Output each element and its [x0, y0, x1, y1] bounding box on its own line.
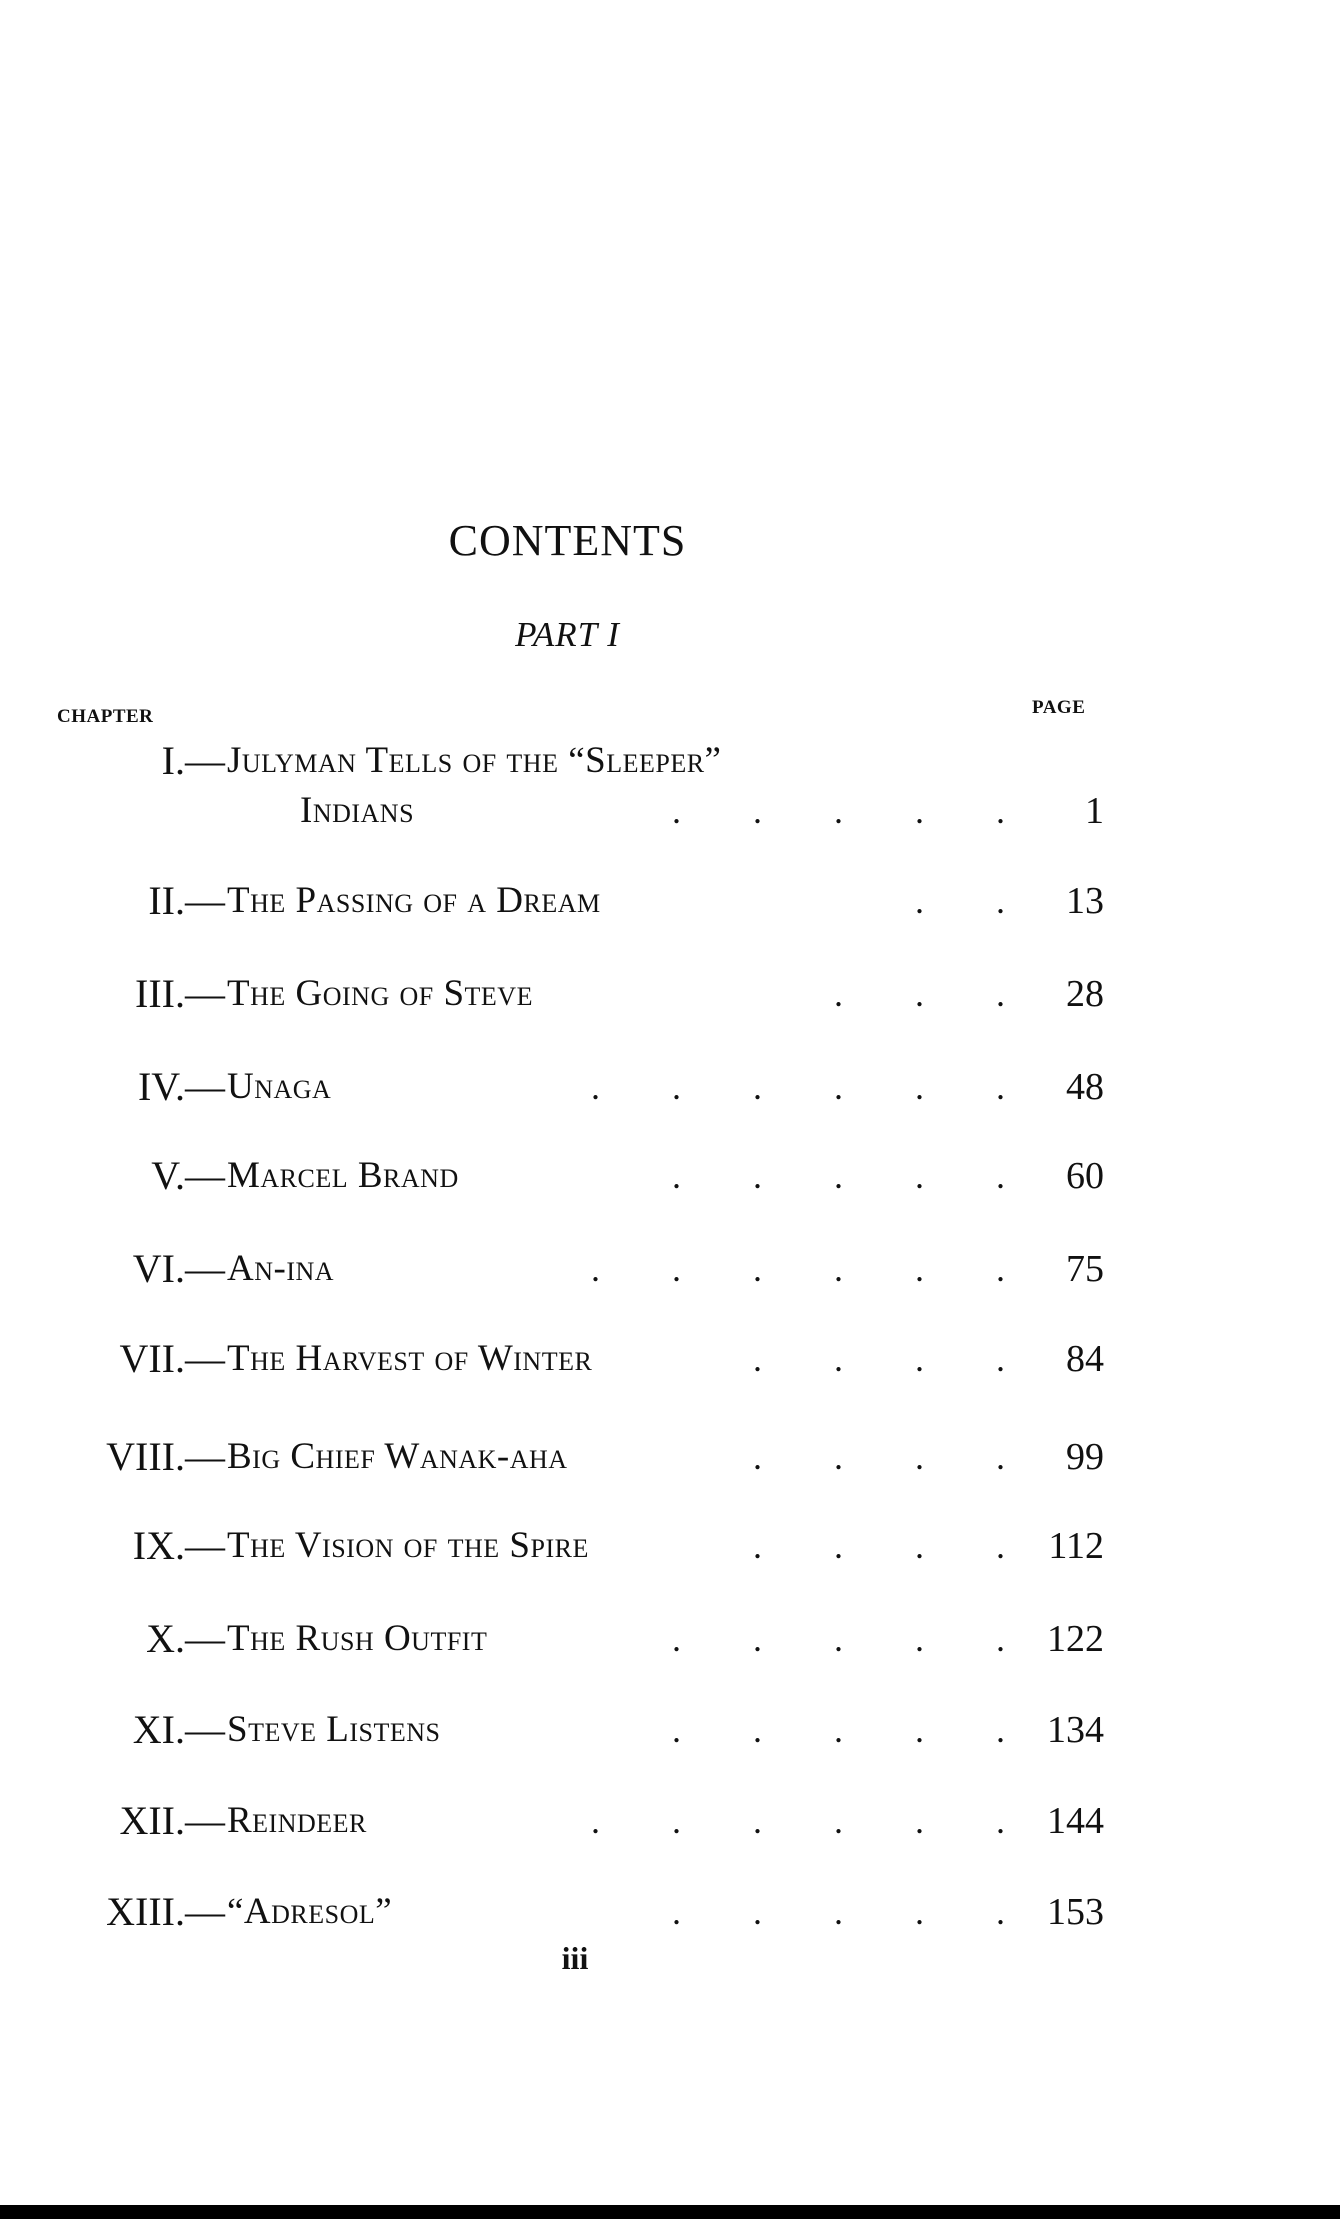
chapter-number: I.— [161, 738, 225, 783]
chapter-number: XIII.— [106, 1889, 225, 1934]
page-number: 1 [1085, 790, 1104, 832]
page-number: 13 [1066, 880, 1104, 922]
toc-entry [0, 1059, 1340, 1119]
chapter-number: VI.— [132, 1246, 225, 1291]
chapter-title-continued: Indians [300, 790, 415, 831]
page-number: 122 [1047, 1618, 1104, 1660]
chapter-number: IX.— [132, 1523, 225, 1568]
chapter-title: “Adresol” [227, 1891, 393, 1932]
dot-leader: . . . . [753, 1437, 1005, 1477]
toc-entry [0, 1702, 1340, 1762]
toc-entry [0, 1793, 1340, 1853]
chapter-number: XII.— [119, 1798, 225, 1843]
chapter-title: The Passing of a Dream [227, 880, 601, 921]
toc-entry [0, 1241, 1340, 1301]
page-number: 112 [1048, 1525, 1104, 1567]
chapter-title: The Going of Steve [227, 973, 533, 1014]
page-number: 134 [1047, 1709, 1104, 1751]
chapter-title: Reindeer [227, 1800, 367, 1841]
page-number: 144 [1047, 1800, 1104, 1842]
toc-entry [0, 1611, 1340, 1671]
chapter-title: The Rush Outfit [227, 1618, 488, 1659]
toc-entry [0, 1884, 1340, 1944]
page-number: 84 [1066, 1338, 1104, 1380]
toc-entry [0, 1331, 1340, 1391]
dot-leader: . . . . . [672, 1710, 1005, 1750]
chapter-title: Unaga [227, 1066, 332, 1107]
page-number: 75 [1066, 1248, 1104, 1290]
page-column-label: PAGE [1032, 697, 1086, 718]
toc-entry [0, 966, 1340, 1026]
dot-leader: . . . . [753, 1339, 1005, 1379]
chapter-title: Big Chief Wanak-aha [227, 1436, 568, 1477]
chapter-title: Marcel Brand [227, 1155, 459, 1196]
chapter-number: II.— [148, 878, 225, 923]
chapter-title: Julyman Tells of the “Sleeper” [227, 740, 722, 781]
page-number: 99 [1066, 1436, 1104, 1478]
page-title: CONTENTS [448, 516, 687, 565]
toc-entry [0, 733, 1340, 832]
chapter-number: XI.— [132, 1707, 225, 1752]
chapter-number: III.— [135, 971, 225, 1016]
dot-leader: . . . . . [672, 791, 1005, 831]
dot-leader: . . . . . . [591, 1067, 1005, 1107]
chapter-number: VII.— [119, 1336, 225, 1381]
dot-leader: . . . . . [672, 1156, 1005, 1196]
chapter-number: V.— [151, 1153, 225, 1198]
toc-entry [0, 1518, 1340, 1578]
dot-leader: . . [915, 881, 1005, 921]
chapter-title: The Harvest of Winter [227, 1338, 593, 1379]
page-number: 153 [1047, 1891, 1104, 1933]
chapter-column-label: CHAPTER [57, 706, 154, 727]
toc-entry [0, 1148, 1340, 1208]
page-number: 48 [1066, 1066, 1104, 1108]
dot-leader: . . . . . [672, 1619, 1005, 1659]
toc-entry [0, 873, 1340, 933]
dot-leader: . . . . . . [591, 1249, 1005, 1289]
page-number: 60 [1066, 1155, 1104, 1197]
part-heading: PART I [515, 615, 620, 654]
chapter-title: The Vision of the Spire [227, 1525, 589, 1566]
scan-edge-bar [0, 2205, 1340, 2219]
folio-page-number: iii [561, 1940, 589, 1976]
chapter-number: VIII.— [106, 1434, 225, 1479]
dot-leader: . . . . [753, 1526, 1005, 1566]
dot-leader: . . . . . . [591, 1801, 1005, 1841]
chapter-number: X.— [146, 1616, 225, 1661]
dot-leader: . . . . . [672, 1892, 1005, 1932]
chapter-number: IV.— [137, 1064, 225, 1109]
dot-leader: . . . [834, 974, 1005, 1014]
chapter-title: Steve Listens [227, 1709, 441, 1750]
chapter-title: An-ina [227, 1248, 335, 1289]
page-number: 28 [1066, 973, 1104, 1015]
toc-entry [0, 1429, 1340, 1489]
